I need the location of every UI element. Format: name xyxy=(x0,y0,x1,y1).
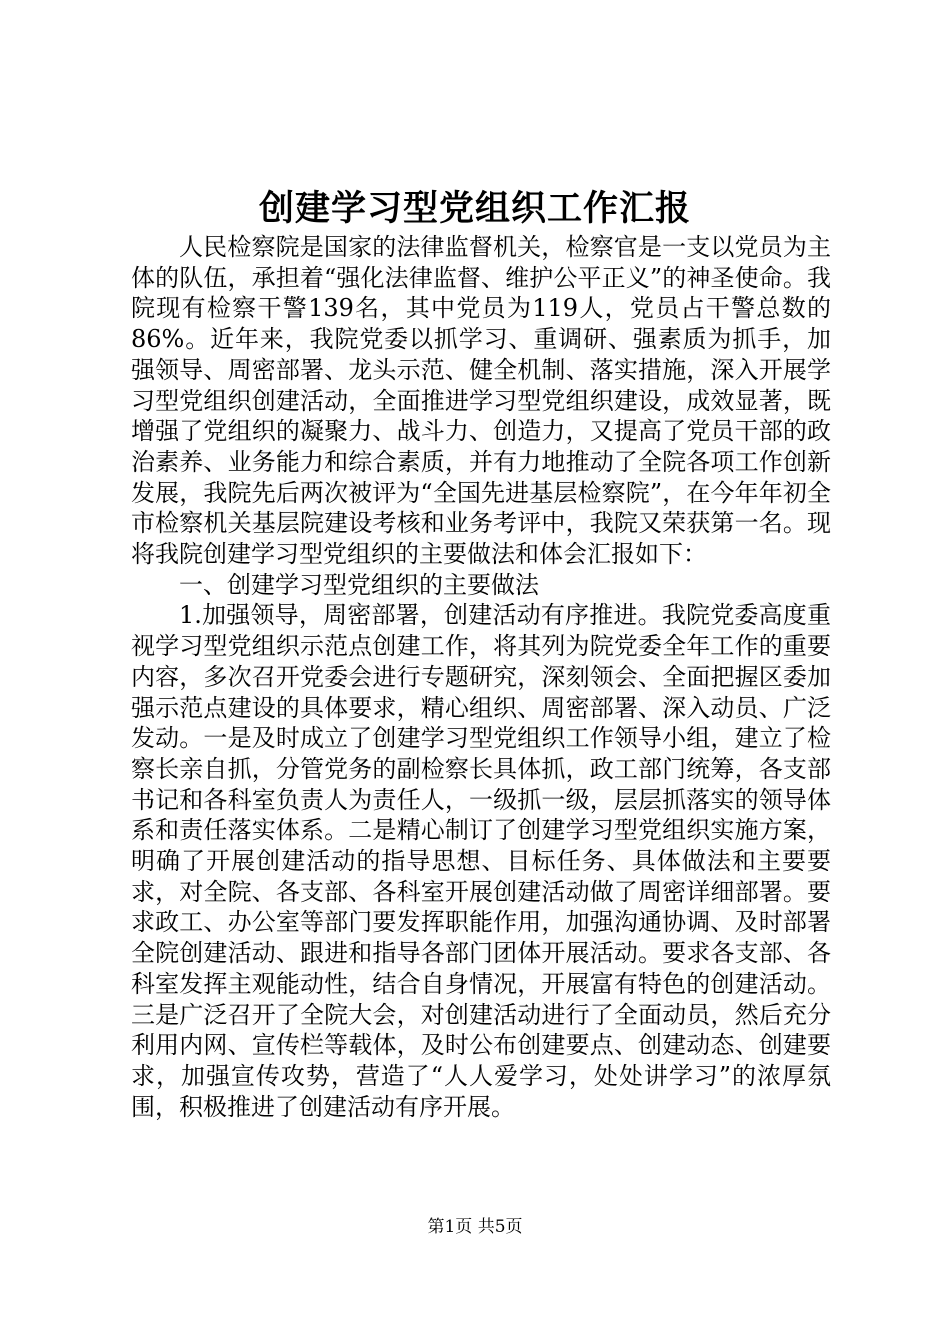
document-title: 创建学习型党组织工作汇报 xyxy=(258,188,691,229)
document-body xyxy=(131,232,831,1122)
paragraph-point-1: 1.加强领导，周密部署，创建活动有序推进。我院党委高度重视学习型党组织示范点创建工作，将其列为院党委全年工作的重要内容，多次召开党委会进行专题研究，深刻领会、全面把握区委加强示范点建设的具体要求，精心组织、周密部署、深入动员、广泛发动。一是及时成立了创建学习型党组织工作领导小组，建立了检察长亲自抓，分管党务的副检察长具体抓，政工部门统筹，各支部书记和各科室负责人为责任人，一级抓一级，层层抓落实的领导体系和责任落实体系。二是精心制订了创建学习型党组织实施方案，明确了开展创建活动的指导思想、目标任务、具体做法和主要要求，对全院、各支部、各科室开展创建活动做了周密详细部署。要求政工、办公室等部门要发挥职能作用，加强沟通协调、及时部署全院创建活动、跟进和指导各部门团体开展活动。要求各支部、各科室发挥主观能动性，结合自身情况，开展富有特色的创建活动。三是广泛召开了全院大会，对创建活动进行了全面动员，然后充分利用内网、宣传栏等载体，及时公布创建要点、创建动态、创建要求，加强宣传攻势，营造了“人人爱学习，处处讲学习”的浓厚氛围，积极推进了创建活动有序开展。 xyxy=(131,601,831,1121)
page-footer: 第1页 共5页 xyxy=(427,1217,523,1237)
section-heading-1: 一、创建学习型党组织的主要做法 xyxy=(179,570,539,599)
paragraph-intro: 人民检察院是国家的法律监督机关，检察官是一支以党员为主体的队伍，承担着“强化法律监督、维护公平正义”的神圣使命。我院现有检察干警139名，其中党员为119人，党员占干警总数的86%。近年来，我院党委以抓学习、重调研、强素质为抓手，加强领导、周密部署、龙头示范、健全机制、落实措施，深入开展学习型党组织创建活动，全面推进学习型党组织建设，成效显著，既增强了党组织的凝聚力、战斗力、创造力，又提高了党员干部的政治素养、业务能力和综合素质，并有力地推动了全院各项工作创新发展，我院先后两次被评为“全国先进基层检察院”，在今年年初全市检察机关基层院建设考核和业务考评中，我院又荣获第一名。现将我院创建学习型党组织的主要做法和体会汇报如下： xyxy=(131,233,831,569)
